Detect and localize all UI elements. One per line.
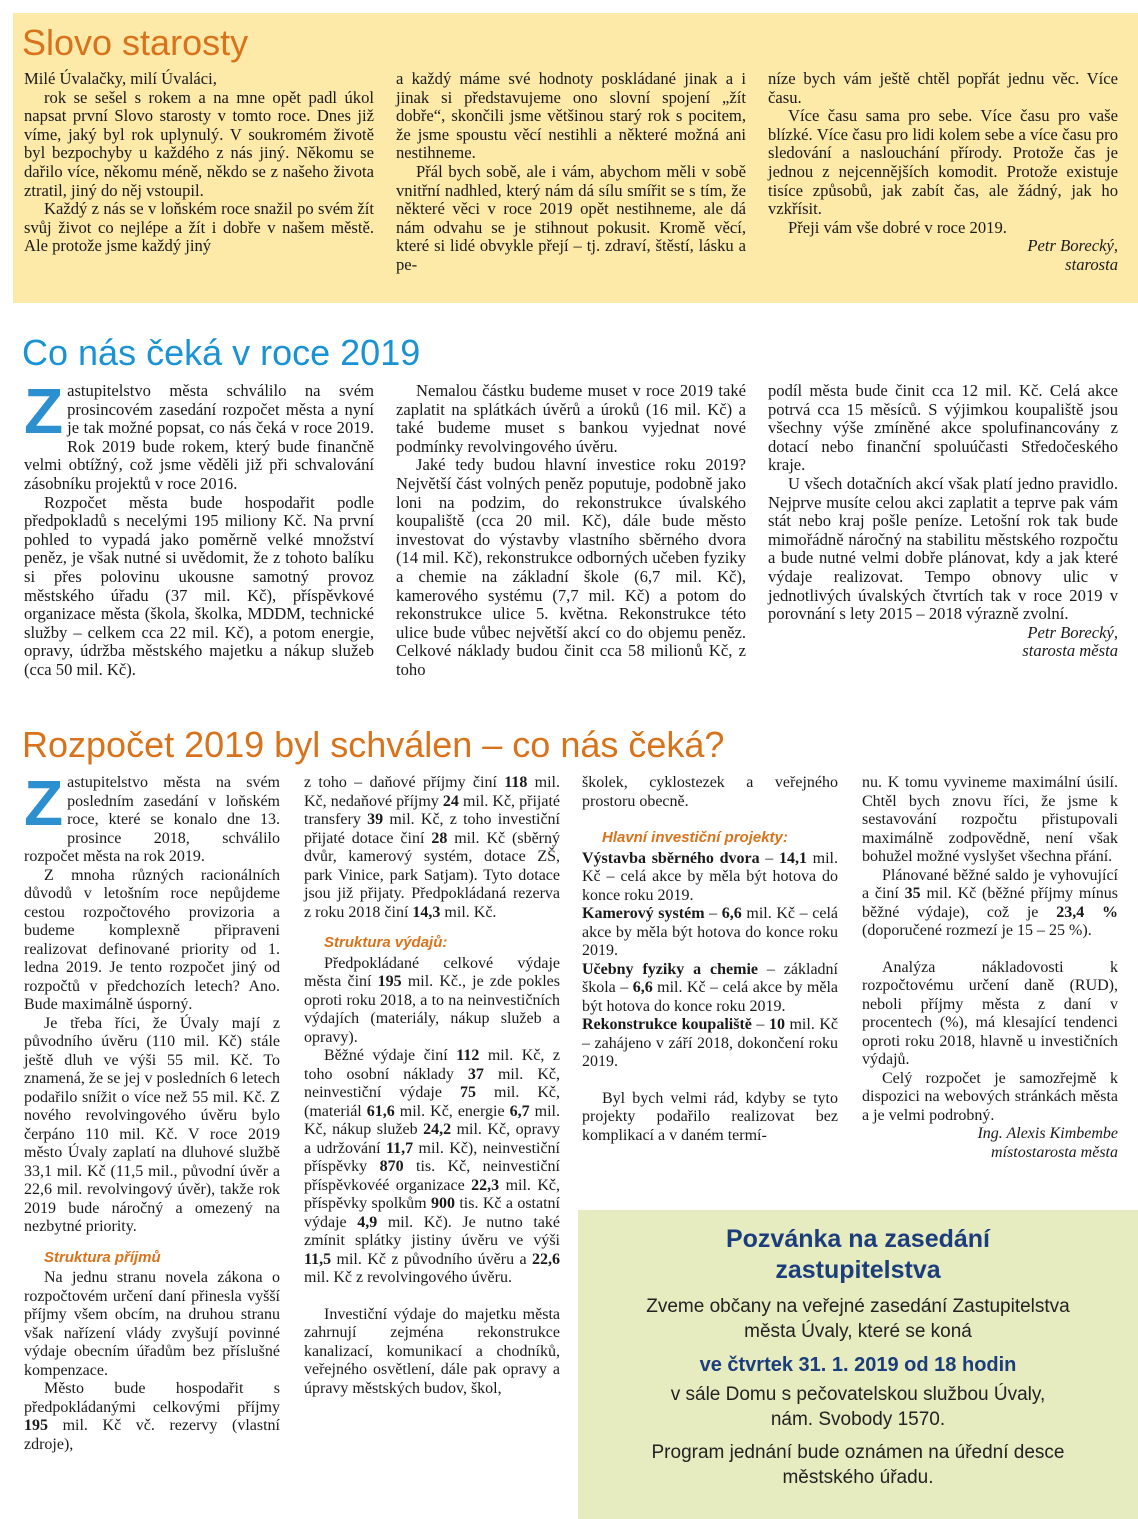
invitation-text: Zveme občany na veřejné zasedání Zastupitelstva města Úvaly, které se koná (646, 1296, 1070, 1342)
signature-name: Ing. Alexis Kimbembe (977, 1125, 1118, 1142)
paragraph: Z mnoha různých racionálních důvodů v letošním roce nepůjdeme cestou rozpočtového provizoria a budeme komplexně připraveni realizovat definované priority od 1. ledna 2019. Je tento rozpočet jiný od rozpočtů v předchozích letech? Ano. Bude maximálně úsporný. (24, 866, 280, 1013)
paragraph: Nemalou částku budeme muset v roce 2019 také zaplatit na splátkách úvěrů a úroků (16 mil. Kč) a také budeme muset s bankou vyjednat nové podmínky revolvingového úvěru. (396, 381, 746, 456)
paragraph: Více času sama pro sebe. Více času pro vaše blízké. Více času pro lidi kolem sebe a více času pro sledování a naslouchání přírody. Protože čas je jednou z nejcennějších komodit. Protože existuje tisíce způsobů, jak zabít čas, ale žádný, jak ho vzkřísit. (768, 106, 1118, 219)
invitation-place: v sále Domu s pečovatelskou službou Úvaly, nám. Svobody 1570. (670, 1384, 1046, 1430)
paragraph: z toho – daňové příjmy činí 118 mil. Kč, nedaňové příjmy 24 mil. Kč, přijaté transfery 39 mil. Kč, z toho investiční přijaté dotace činí 28 mil. Kč (sběrný dvůr, kamerový systém, dotace ZŠ, park Vinice, park Satjam). Tyto dotace jsou již přijaty. Předpokládaná rezerva z roku 2018 činí 14,3 mil. Kč. (304, 774, 561, 921)
signature-role: místostarosta města (991, 1143, 1118, 1161)
section-title-slovo-starosty: Slovo starosty (22, 22, 249, 63)
project-item: Učebny fyziky a chemie – základní škola – 6,6 mil. Kč – celá akce by měla být hotova do konce roku 2019. (582, 960, 838, 1015)
paragraph: Předpokládané celkové výdaje města činí 195 mil. Kč., je zde pokles oproti roku 2018, a to na neinvestičních výdajích (materiály, nákup služeb a opravy). (304, 954, 561, 1046)
paragraph: Přál bych sobě, ale i vám, abychom měli v sobě vnitřní nadhled, který nám dá sílu smířit se s tím, že některé věci v roce 2019 opět nestihneme, ale dá nám odvahu se je stihnout pokusit. Kromě věcí, které si lidé obvykle přejí – tj. zdraví, štěstí, lásku a pe- (396, 161, 746, 274)
paragraph: Přeji vám vše dobré v roce 2019. (788, 217, 1007, 237)
paragraph: a každý máme své hodnoty poskládané jinak a i jinak si představujeme ono slovní spojení „žít dobře“, skončili jsme většinou starý rok s pocitem, že jsme spoustu věcí nestihli a některé možná ani nestihneme. (396, 69, 746, 163)
paragraph: Byl bych velmi rád, kdyby se tyto projekty podařilo realizovat bez komplikací a v daném termí- (582, 1089, 838, 1144)
paragraph: Běžné výdaje činí 112 mil. Kč, z toho osobní náklady 37 mil. Kč, neinvestiční výdaje 75 mil. Kč, (materiál 61,6 mil. Kč, energie 6,7 mil. Kč, nákup služeb 24,2 mil. Kč, opravy a udržování 11,7 mil. Kč), neinvestiční příspěvky 870 tis. Kč, neinvestiční příspěvkovéé organizace 22,3 mil. Kč, příspěvky spolkům 900 tis. Kč a ostatní výdaje 4,9 mil. Kč). Je nutno také zmínit splátky jistiny úvěru ve výši 11,5 mil. Kč z původního úvěru a 22,6 mil. Kč z revolvingového úvěru. (304, 1047, 561, 1286)
ceka-column-1 (24, 375, 374, 680)
starosta-column-1 (24, 70, 374, 256)
signature-role: starosta (1065, 254, 1118, 274)
paragraph: podíl města bude činit cca 12 mil. Kč. Celá akce potrvá cca 15 měsíců. S výjimkou koupaliště jsou všechny výše zmíněné akce spolufinancovány z dotací nebo finanční spoluúčasti Středočeského kraje. (768, 381, 1118, 475)
section-title-co-nas-ceka: Co nás čeká v roce 2019 (22, 332, 421, 373)
subheading-struktura-prijmu: Struktura příjmů (44, 1248, 161, 1266)
invitation-title: Pozvánka na zasedání zastupitelstva (725, 1225, 990, 1284)
ceka-column-2 (396, 382, 746, 680)
paragraph: Na jednu stranu novela zákona o rozpočtovém určení daní přinesla vyšší příjmy všem obcím, na druhou stranu však nařízení vlády zvyšují povinné výdaje obecním úřadům bez příslušné kompenzace. (24, 1269, 280, 1379)
paragraph: Milé Úvalačky, milí Úvaláci, (24, 69, 217, 88)
paragraph: Zastupitelstvo města na svém posledním zasedání v loňském roce, které se konalo dne 13. prosince 2018, schválilo rozpočet města na rok 2019. (24, 767, 280, 865)
project-item: Kamerový systém – 6,6 mil. Kč – celá akce by měla být hotova do konce roku 2019. (582, 905, 839, 959)
signature-role: starosta města (1022, 641, 1118, 661)
rozpocet-column-3 (582, 774, 838, 1145)
project-list (582, 850, 838, 1072)
drop-cap: Z (24, 767, 64, 839)
rozpocet-column-2 (304, 774, 560, 1398)
project-item: Rekonstrukce koupaliště – 10 mil. Kč – zahájeno v září 2018, dokončení roku 2019. (582, 1016, 839, 1070)
rozpocet-column-4 (862, 774, 1118, 1162)
paragraph: rok se sešel s rokem a na mne opět padl úkol napsat první Slovo starosty v tomto roce. Dnes již víme, jaký byl rok uplynulý. V soukromém životě byl bezpochyby u každého z nás jiný. Někomu se dařilo více, někomu méně, někdo se z našeho života ztratil, jiný do něj vstoupil. (24, 87, 374, 200)
paragraph: Jaké tedy budou hlavní investice roku 2019? Největší část volných peněz poputuje, podobně jako loni na podzim, do rekonstrukce úvalského koupaliště (cca 20 mil. Kč), dále bude město investovat do výstavby vlastního sběrného dvora (14 mil. Kč), rekonstrukce odborných učeben fyziky a chemie na základní škole (6,7 mil. Kč), kamerového systému (7,7 mil. Kč) a potom do rekonstrukce ulice 5. května. Rekonstrukce této ulice bude vůbec největší akcí co do objemu peněz. Celkové náklady budou činit cca 58 milionů Kč, z toho (396, 455, 746, 679)
signature-name: Petr Borecký, (1027, 236, 1118, 256)
subheading-struktura-vydaju: Struktura výdajů: (324, 934, 448, 951)
paragraph: níze bych vám ještě chtěl popřát jednu věc. Více času. (768, 69, 1118, 107)
paragraph: Analýza nákladovosti k rozpočtovému určení daně (RUD), neboli příjmy města z daní v procentech (%), má klesající tendenci oproti roku 2018, hlavně u investičních výdajů. (862, 958, 1118, 1068)
paragraph: Každý z nás se v loňském roce snažil po svém žít svůj život co nejlépe a žít i dobře v našem městě. Ale protože jsme každý jiný (24, 199, 374, 256)
section-title-rozpocet-2019: Rozpočet 2019 byl schválen – co nás čeká? (22, 724, 725, 765)
invitation-box (578, 1210, 1138, 1519)
paragraph: Je třeba říci, že Úvaly mají z původního úvěru (110 mil. Kč) stále ještě dluh ve výši 55 mil. Kč. To znamená, že se jej v posledních 6 letech podařilo snížit o více než 55 mil. Kč. Z nového revolvingového úvěru bylo čerpáno 110 mil. Kč. V roce 2019 město Úvaly zaplatí na dluhové službě 33,1 mil. Kč (11,5 mil., původní úvěr a 22,6 mil. revolvingový úvěr), takže rok 2019 bude náročný a omezený na nezbytné priority. (24, 1014, 280, 1235)
starosta-column-3 (768, 70, 1118, 275)
paragraph: Zastupitelstvo města schválilo na svém prosincovém zasedání rozpočet města a nyní je tak možné popsat, co nás čeká v roce 2019. Rok 2019 bude rokem, který bude finančně velmi obtížný, což jsme věděli již při schvalování zásobníku projektů v roce 2016. (24, 375, 374, 493)
paragraph: U všech dotačních akcí však platí jedno pravidlo. Nejprve musíte celou akci zaplatit a teprve pak vám stát nebo kraj pošle peníze. Letošní rok tak bude mimořádně náročný na stabilitu městského rozpočtu a bude nutné velmi dobře plánovat, kdy a jak které výdaje realizovat. Tempo obnovy ulic v jednotlivých úvalských čtvrtích tak v roce 2019 v porovnání s lety 2015 – 2018 výrazně zvolní. (768, 473, 1118, 624)
signature-name: Petr Borecký, (1027, 622, 1118, 642)
paragraph: Město bude hospodařit s předpokládanými celkovými příjmy 195 mil. Kč vč. rezervy (vlastní zdroje), (24, 1380, 280, 1453)
starosta-column-2 (396, 70, 746, 275)
paragraph: školek, cyklostezek a veřejného prostoru obecně. (582, 774, 838, 810)
paragraph: Plánované běžné saldo je vyhovující a činí 35 mil. Kč (běžné příjmy mínus běžné výdaje), což je 23,4 % (doporučené rozmezí je 15 – 25 %). (862, 866, 1119, 939)
subheading-investicni-projekty: Hlavní investiční projekty: (602, 829, 788, 846)
invitation-program: Program jednání bude oznámen na úřední desce městského úřadu. (651, 1442, 1065, 1488)
invitation-date: ve čtvrtek 31. 1. 2019 od 18 hodin (699, 1354, 1017, 1376)
rozpocet-column-1 (24, 767, 280, 1454)
paragraph: Celý rozpočet je samozřejmě k dispozici na webových stránkách města a je velmi podrobný. (862, 1069, 1118, 1124)
paragraph: Rozpočet města bude hospodařit podle předpokladů s necelými 195 miliony Kč. Na první pohled to vypadá jako poměrně velké množství peněz, je však nutné si uvědomit, že z tohoto balíku si přes polovinu ukousne samotný provoz městského úřadu (37 mil. Kč), příspěvkové organizace města (škola, školka, MDDM, technické služby – celkem cca 22 mil. Kč), a potom energie, opravy, údržba městského majetku a nákup služeb (cca 50 mil. Kč). (24, 492, 374, 679)
paragraph: nu. K tomu vyvineme maximální úsilí. Chtěl bych znovu říci, že jsme k sestavování rozpočtu přistupovali maximálně zodpovědně, není však bohužel možné vyslyšet všechna přání. (862, 774, 1118, 865)
paragraph: Investiční výdaje do majetku města zahrnují zejména rekonstrukce kanalizací, komunikací a chodníků, veřejného osvětlení, dále pak opravy a úpravy městských budov, škol, (304, 1305, 560, 1397)
project-item: Výstavba sběrného dvora – 14,1 mil. Kč – celá akce by měla být hotova do konce roku 2019. (582, 849, 839, 904)
ceka-column-3 (768, 382, 1118, 661)
drop-cap: Z (24, 375, 64, 447)
